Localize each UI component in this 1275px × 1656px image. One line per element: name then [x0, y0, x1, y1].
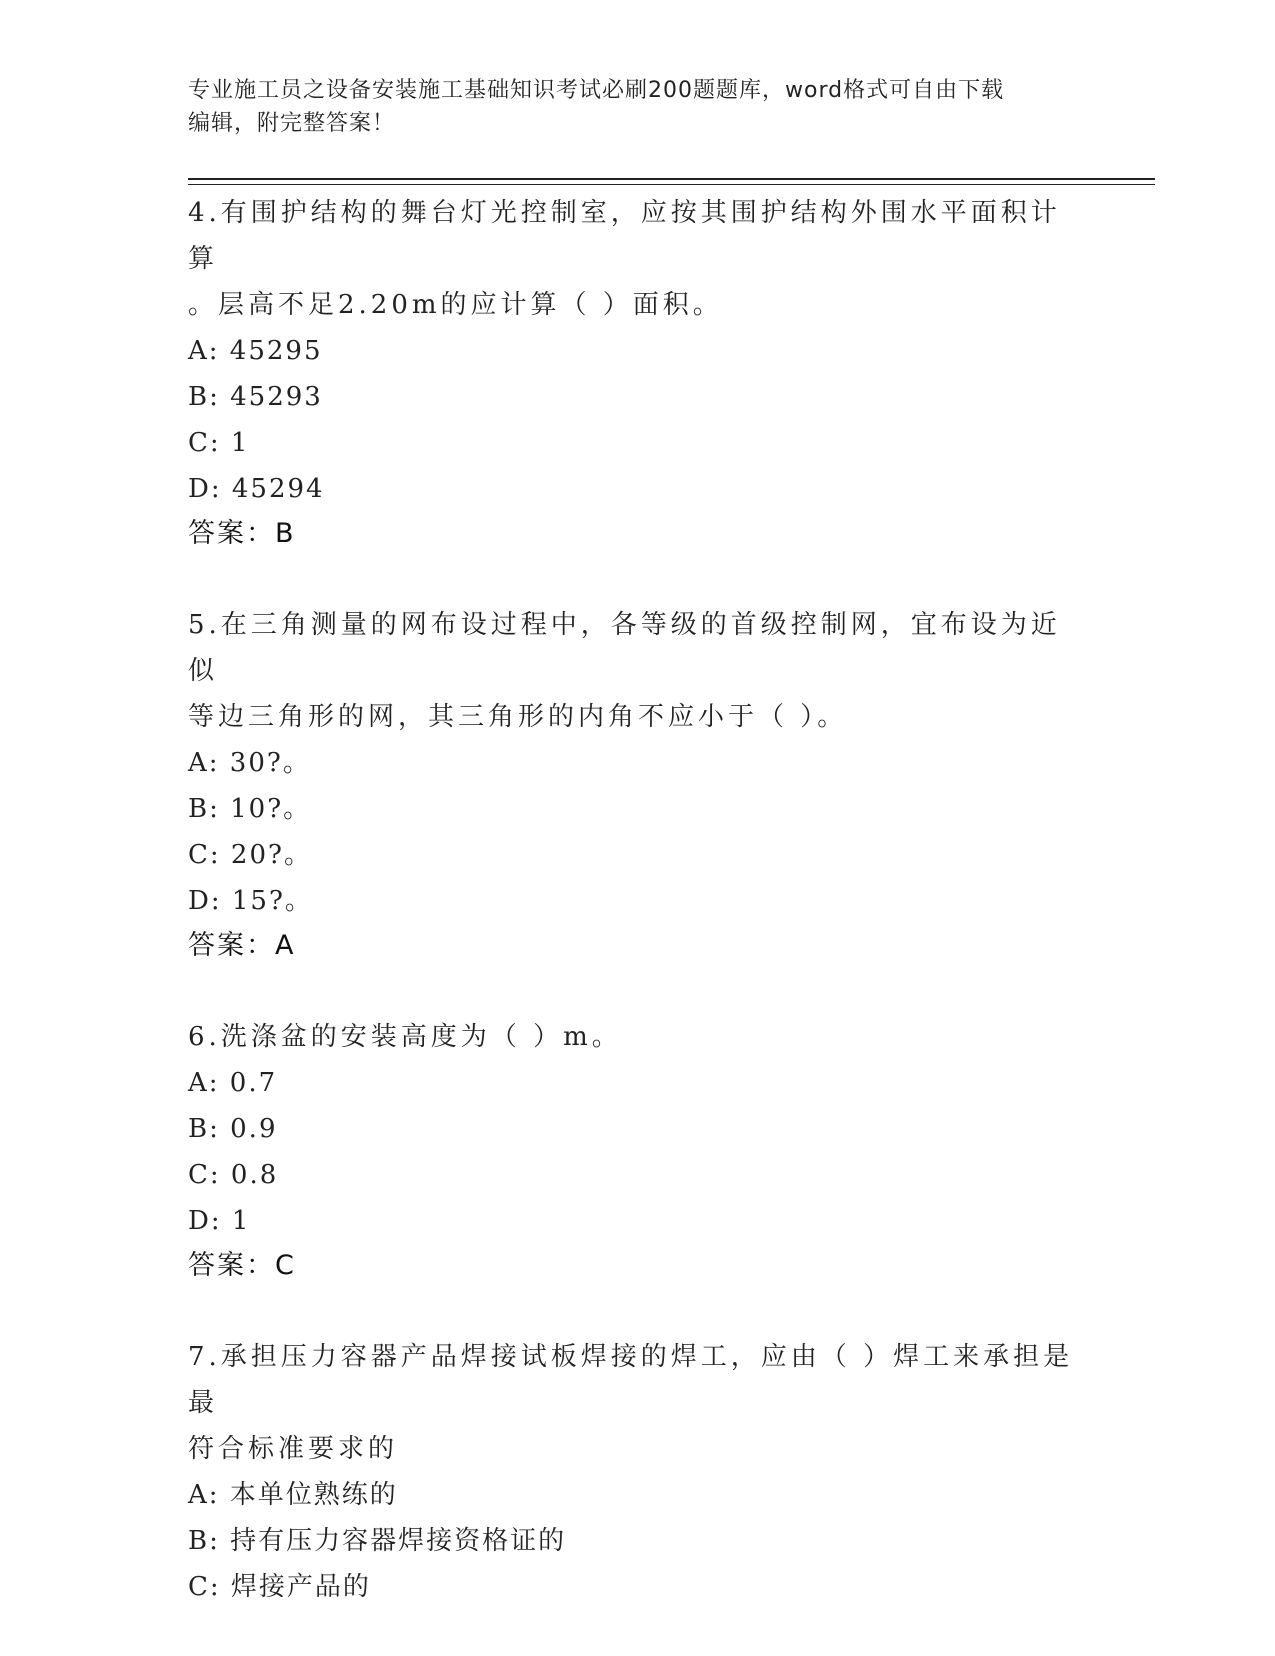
option-d: D: 45294: [188, 474, 325, 504]
document-header: [188, 74, 1068, 140]
question-7: [188, 1334, 1088, 1610]
option-a: A: 45295: [188, 336, 323, 366]
question-6: [188, 1014, 1088, 1288]
header-divider-thin: [188, 184, 1155, 185]
question-5: [188, 602, 1088, 968]
option-b: B: 10?。: [188, 794, 312, 824]
header-line-2: 编辑，附完整答案！: [188, 111, 396, 136]
question-list: [188, 190, 1088, 1656]
option-b: B: 0.9: [188, 1114, 278, 1144]
answer: 答案：B: [188, 518, 296, 549]
option-c: C: 焊接产品的: [188, 1572, 371, 1602]
header-divider-thick: [188, 178, 1155, 180]
option-b: B: 持有压力容器焊接资格证的: [188, 1526, 567, 1556]
question-text-line: 符合标准要求的: [188, 1434, 399, 1464]
option-c: C: 1: [188, 428, 250, 458]
option-b: B: 45293: [188, 382, 323, 412]
question-text-line: 。层高不足2.20m的应计算（ ）面积。: [188, 290, 723, 320]
header-line-1: 专业施工员之设备安装施工基础知识考试必刷200题题库，word格式可自由下载: [188, 78, 1005, 103]
option-a: A: 0.7: [188, 1068, 278, 1098]
question-text-line: 6.洗涤盆的安装高度为（ ）m。: [188, 1022, 622, 1052]
option-a: A: 本单位熟练的: [188, 1480, 398, 1510]
question-4: [188, 190, 1088, 556]
option-a: A: 30?。: [188, 748, 311, 778]
option-c: C: 20?。: [188, 840, 312, 870]
question-text: [188, 1334, 1088, 1472]
question-text: [188, 190, 1088, 328]
question-text: [188, 602, 1088, 740]
option-d: D: 1: [188, 1206, 251, 1236]
option-c: C: 0.8: [188, 1160, 279, 1190]
answer: 答案：A: [188, 930, 296, 961]
question-text-line: 7.承担压力容器产品焊接试板焊接的焊工，应由（ ）焊工来承担是最: [188, 1342, 1074, 1418]
question-text-line: 4.有围护结构的舞台灯光控制室，应按其围护结构外围水平面积计算: [188, 198, 1061, 274]
question-text-line: 5.在三角测量的网布设过程中，各等级的首级控制网，宜布设为近似: [188, 610, 1061, 686]
answer: 答案：C: [188, 1250, 296, 1281]
question-text: [188, 1014, 1088, 1060]
option-d: D: 15?。: [188, 886, 313, 916]
question-text-line: 等边三角形的网，其三角形的内角不应小于（ ）。: [188, 702, 848, 732]
